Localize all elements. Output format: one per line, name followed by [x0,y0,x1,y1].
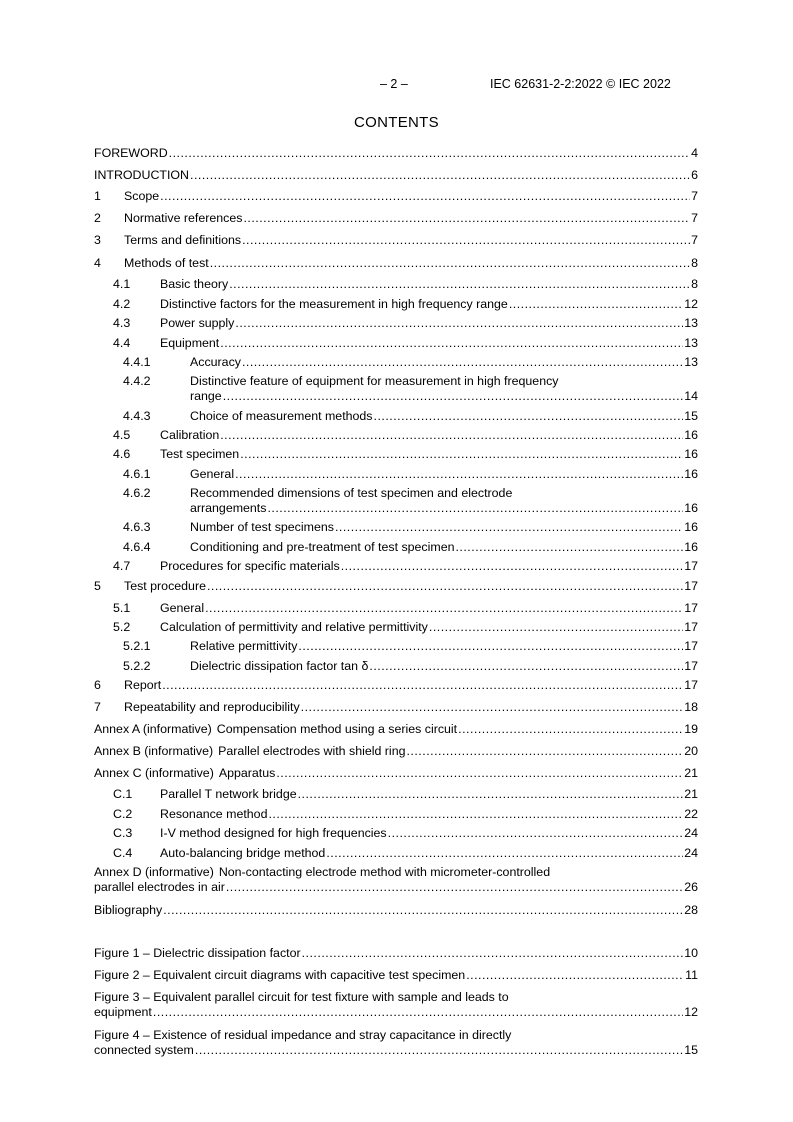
figure-label: Figure 1 – Dielectric dissipation factor [94,946,301,960]
toc-label: Non-contacting electrode method with micrometer-controlled [218,865,551,879]
toc-entry-bibliography[interactable] [94,903,698,918]
toc-label: I-V method designed for high frequencies [160,826,387,840]
toc-number: 5.1 [113,601,131,615]
annex-prefix: Annex D (informative) [94,865,214,879]
toc-label: Auto-balancing bridge method [160,846,326,860]
toc-number: 4.6.4 [123,540,151,554]
toc-number: C.4 [113,846,133,860]
toc-number: 4.6.1 [123,467,151,481]
toc-page: 19 [684,722,698,736]
toc-entry-foreword[interactable] [94,146,698,161]
toc-number: 4.2 [113,297,131,311]
toc-label: Choice of measurement methods [190,409,373,423]
toc-entry-4-4-1[interactable] [94,355,698,370]
toc-entry-4-5[interactable] [94,428,698,443]
figure-entry-2[interactable] [94,968,698,983]
toc-page: 22 [684,807,698,821]
figure-page: 11 [685,968,698,982]
figure-page: 10 [684,946,698,960]
toc-entry-4-4-2[interactable] [94,374,698,404]
toc-number: 4.6 [113,447,131,461]
toc-entry-5-2-1[interactable] [94,639,698,654]
toc-page: 21 [684,766,698,780]
toc-entry-5[interactable] [94,579,698,594]
toc-label-continued: parallel electrodes in air [94,880,225,894]
toc-label: Accuracy [190,355,241,369]
toc-number: 4.6.2 [123,486,151,500]
toc-entry-4-1[interactable] [94,277,698,292]
toc-number: 3 [94,233,101,247]
figure-label: Figure 3 – Equivalent parallel circuit for test fixture with sample and leads to [94,990,509,1004]
contents-title: CONTENTS [354,114,439,131]
toc-page: 4 [691,146,698,160]
toc-label: Parallel electrodes with shield ring [218,744,406,758]
toc-page: 13 [684,336,698,350]
annex-prefix: Annex C (informative) [94,766,214,780]
toc-label: Basic theory [160,277,229,291]
toc-label: Report [124,678,162,692]
toc-number: C.1 [113,787,133,801]
toc-page: 13 [684,355,698,369]
toc-page: 7 [691,189,698,203]
toc-number: C.2 [113,807,133,821]
toc-entry-4-6[interactable] [94,447,698,462]
toc-label: General [190,467,235,481]
toc-page: 16 [684,428,698,442]
figure-entry-3[interactable] [94,990,698,1020]
toc-label: Dielectric dissipation factor tan δ [190,659,369,673]
toc-number: 4.5 [113,428,131,442]
toc-label: Distinctive factors for the measurement in high frequency range [160,297,508,311]
toc-label: Relative permittivity [190,639,298,653]
toc-entry-c-3[interactable] [94,826,698,841]
toc-number: C.3 [113,826,133,840]
toc-label: Bibliography [94,903,163,917]
toc-entry-4-6-3[interactable] [94,520,698,535]
toc-entry-c-4[interactable] [94,846,698,861]
toc-entry-c-1[interactable] [94,787,698,802]
toc-page: 20 [684,744,698,758]
toc-page: 16 [684,520,698,534]
toc-page: 8 [691,277,698,291]
toc-label: Calculation of permittivity and relative permittivity [160,620,428,634]
toc-number: 1 [94,189,101,203]
toc-entry-2[interactable] [94,211,698,226]
toc-number: 4.4 [113,336,131,350]
toc-page: 8 [691,256,698,270]
toc-entry-5-2-2[interactable] [94,659,698,674]
toc-label: Power supply [160,316,235,330]
toc-page: 24 [684,826,698,840]
toc-label: Compensation method using a series circuit [216,722,458,736]
toc-page: 18 [684,700,698,714]
toc-label: FOREWORD [94,146,168,160]
toc-label: Test procedure [124,579,206,593]
toc-page: 24 [684,846,698,860]
figure-label: Figure 2 – Equivalent circuit diagrams with capacitive test specimen [94,968,466,982]
toc-page: 16 [684,540,698,554]
toc-entry-4-4[interactable] [94,336,698,351]
toc-label: Calibration [160,428,220,442]
toc-entry-7[interactable] [94,700,698,715]
figure-label: Figure 4 – Existence of residual impedance and stray capacitance in directly [94,1028,512,1042]
toc-number: 4.4.2 [123,374,151,388]
toc-label: Repeatability and reproducibility [124,700,300,714]
toc-number: 5.2.1 [123,639,151,653]
toc-label: Parallel T network bridge [160,787,297,801]
toc-page: 17 [684,639,698,653]
toc-label: Recommended dimensions of test specimen and electrode [190,486,513,500]
page-number-header: – 2 – [380,77,408,91]
toc-entry-4[interactable] [94,256,698,271]
annex-prefix: Annex A (informative) [94,722,212,736]
toc-number: 4.3 [113,316,131,330]
toc-label-continued: range [190,389,222,403]
toc-number: 4 [94,256,101,270]
toc-page: 16 [684,467,698,481]
toc-entry-5-1[interactable] [94,601,698,616]
toc-label: Test specimen [160,447,240,461]
toc-entry-5-2[interactable] [94,620,698,635]
toc-page: 28 [684,903,698,917]
toc-page: 17 [684,579,698,593]
toc-page: 17 [684,659,698,673]
toc-number: 4.6.3 [123,520,151,534]
toc-label: General [160,601,205,615]
toc-page: 16 [684,447,698,461]
figure-page: 15 [684,1043,698,1057]
toc-page: 7 [691,211,698,225]
figure-label-continued: equipment [94,1005,152,1019]
toc-label: Conditioning and pre-treatment of test specimen [190,540,455,554]
toc-label: Terms and definitions [124,233,242,247]
toc-entry-annex-a[interactable] [94,722,698,737]
annex-prefix: Annex B (informative) [94,744,214,758]
toc-number: 2 [94,211,101,225]
toc-page: 17 [684,601,698,615]
toc-label: Apparatus [218,766,276,780]
toc-entry-4-3[interactable] [94,316,698,331]
toc-entry-1[interactable] [94,189,698,204]
document-reference: IEC 62631-2-2:2022 © IEC 2022 [490,77,671,91]
toc-label: Equipment [160,336,220,350]
toc-entry-annex-d[interactable] [94,865,698,895]
toc-label: Scope [124,189,160,203]
toc-label: Distinctive feature of equipment for measurement in high frequency [190,374,559,388]
toc-label: Procedures for specific materials [160,559,340,573]
toc-number: 4.7 [113,559,131,573]
toc-number: 5.2.2 [123,659,151,673]
toc-number: 4.4.3 [123,409,151,423]
toc-page: 17 [684,620,698,634]
figure-entry-1[interactable] [94,946,698,961]
toc-page: 21 [684,787,698,801]
toc-page: 15 [684,409,698,423]
toc-page: 14 [684,389,698,403]
toc-page: 26 [684,880,698,894]
toc-entry-annex-c[interactable] [94,766,698,781]
toc-entry-4-2[interactable] [94,297,698,312]
toc-entry-c-2[interactable] [94,807,698,822]
toc-label: Normative references [124,211,243,225]
toc-number: 6 [94,678,101,692]
toc-page: 16 [684,501,698,515]
toc-page: 7 [691,233,698,247]
toc-number: 4.1 [113,277,131,291]
toc-entry-4-6-1[interactable] [94,467,698,482]
figure-label-continued: connected system [94,1043,194,1057]
toc-page: 6 [691,168,698,182]
toc-entry-4-6-4[interactable] [94,540,698,555]
toc-label: Resonance method [160,807,268,821]
toc-entry-3[interactable] [94,233,698,248]
toc-label: Number of test specimens [190,520,334,534]
toc-entry-6[interactable] [94,678,698,693]
toc-entry-4-6-2[interactable] [94,486,698,516]
toc-page: 17 [684,678,698,692]
toc-entry-annex-b[interactable] [94,744,698,759]
figure-entry-4[interactable] [94,1028,698,1058]
toc-entry-introduction[interactable] [94,168,698,183]
figure-page: 12 [684,1005,698,1019]
toc-label-continued: arrangements [190,501,267,515]
toc-number: 7 [94,700,101,714]
toc-label: INTRODUCTION [94,168,189,182]
toc-page: 13 [684,316,698,330]
toc-page: 17 [684,559,698,573]
toc-entry-4-4-3[interactable] [94,409,698,424]
toc-entry-4-7[interactable] [94,559,698,574]
toc-page: 12 [684,297,698,311]
toc-number: 5.2 [113,620,131,634]
toc-number: 5 [94,579,101,593]
toc-number: 4.4.1 [123,355,151,369]
toc-label: Methods of test [124,256,209,270]
